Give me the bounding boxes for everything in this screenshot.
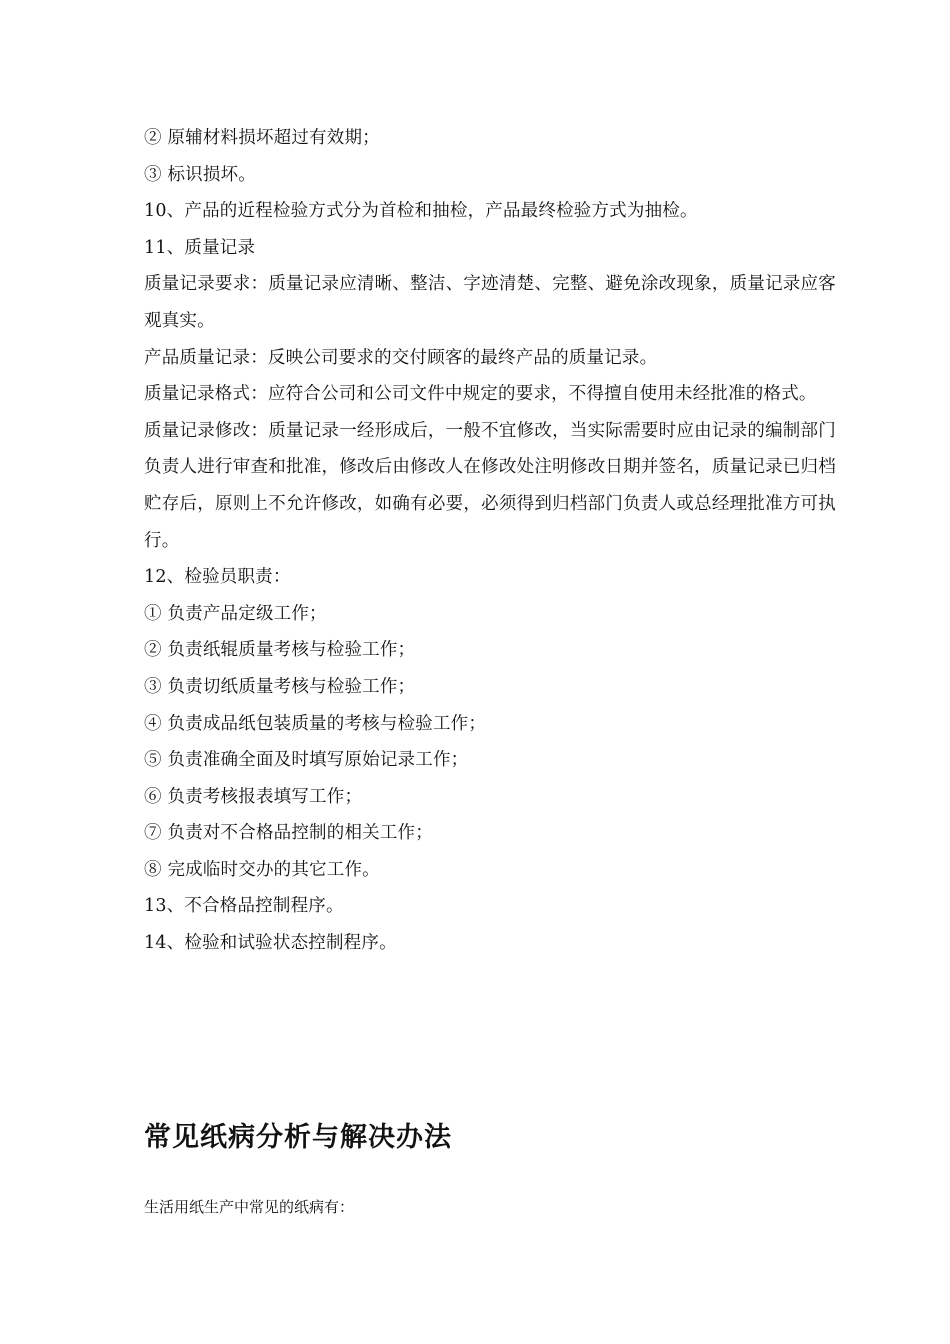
paragraph: 12、检验员职责： <box>144 567 291 588</box>
list-item: ④ 负责成品纸包装质量的考核与检验工作； <box>144 713 487 734</box>
list-item: ⑥ 负责考核报表填写工作； <box>144 786 363 807</box>
list-item: ⑤ 负责准确全面及时填写原始记录工作； <box>144 750 469 771</box>
body-text <box>144 120 836 962</box>
list-item: ⑧ 完成临时交办的其它工作。 <box>144 859 380 880</box>
paragraph: 质量记录修改：质量记录一经形成后，一般不宜修改，当实际需要时应由记录的编制部门负责人进行审查和批准，修改后由修改人在修改处注明修改日期并签名，质量记录已归档贮存后，原则上不允许修改，如确有必要，必须得到归档部门负责人或总经理批准方可执行。 <box>144 420 836 551</box>
paragraph: ② 原辅材料损坏超过有效期； <box>144 128 380 148</box>
list-item: ② 负责纸辊质量考核与检验工作； <box>144 640 416 661</box>
section-intro: 生活用纸生产中常见的纸病有： <box>144 1198 355 1216</box>
paragraph: 11、质量记录 <box>144 237 256 258</box>
section-heading: 常见纸病分析与解决办法 <box>144 1122 452 1153</box>
list-item: ③ 负责切纸质量考核与检验工作； <box>144 676 416 697</box>
paragraph: 14、检验和试验状态控制程序。 <box>144 933 397 954</box>
paragraph: 质量记录要求：质量记录应清晰、整洁、字迹清楚、完整、避免涂改现象，质量记录应客观真实。 <box>144 274 836 331</box>
paragraph: 质量记录格式：应符合公司和公司文件中规定的要求，不得擅自使用未经批准的格式。 <box>144 384 817 405</box>
paragraph: 产品质量记录：反映公司要求的交付顾客的最终产品的质量记录。 <box>144 347 658 368</box>
list-item: ① 负责产品定级工作； <box>144 603 327 624</box>
list-item: ⑦ 负责对不合格品控制的相关工作； <box>144 823 433 844</box>
paragraph: ③ 标识损坏。 <box>144 164 256 185</box>
paragraph: 10、产品的近程检验方式分为首检和抽检，产品最终检验方式为抽检。 <box>144 201 698 222</box>
paragraph: 13、不合格品控制程序。 <box>144 896 344 917</box>
